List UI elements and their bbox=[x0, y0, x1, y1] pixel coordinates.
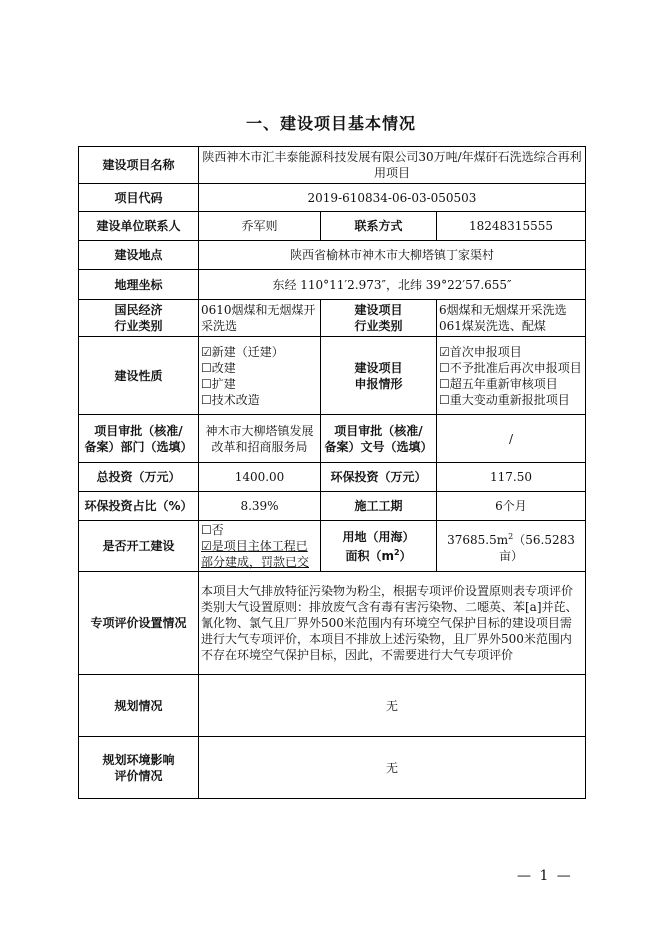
project-industry-label-line2: 行业类别 bbox=[354, 319, 403, 333]
location-value: 陕西省榆林市神木市大柳塔镇丁家渠村 bbox=[199, 241, 586, 270]
special-eval-label: 专项评价设置情况 bbox=[79, 572, 199, 675]
planning-label: 规划情况 bbox=[79, 675, 199, 737]
approval-doc-value: / bbox=[437, 415, 586, 463]
contact-label: 建设单位联系人 bbox=[79, 212, 199, 241]
page-number: — 1 — bbox=[517, 868, 573, 884]
total-investment-value: 1400.00 bbox=[199, 463, 321, 492]
started-label: 是否开工建设 bbox=[79, 521, 199, 572]
table-row bbox=[79, 521, 586, 572]
planning-env-value: 无 bbox=[199, 737, 586, 799]
project-info-table bbox=[78, 146, 586, 799]
planning-value: 无 bbox=[199, 675, 586, 737]
location-label: 建设地点 bbox=[79, 241, 199, 270]
coords-value: 东经 110°11′2.973″，北纬 39°22′57.655″ bbox=[199, 270, 586, 300]
checkbox-not-started[interactable]: ☐否 bbox=[201, 523, 224, 537]
duration-label: 施工工期 bbox=[321, 492, 437, 521]
land-area-label-line1: 用地（用海） bbox=[342, 529, 415, 544]
approval-dept-label-line2: 备案）部门（选填） bbox=[84, 439, 193, 454]
table-row bbox=[79, 463, 586, 492]
filing-label-line1: 建设项目 bbox=[354, 360, 403, 375]
planning-env-label-line1: 规划环境影响 bbox=[102, 752, 175, 767]
table-row bbox=[79, 492, 586, 521]
project-name-label: 建设项目名称 bbox=[79, 147, 199, 184]
approval-dept-value: 神木市大柳塔镇发展改革和招商服务局 bbox=[199, 415, 321, 463]
land-area-label bbox=[321, 521, 437, 572]
approval-doc-label-line1: 项目审批（核准/ bbox=[334, 423, 423, 438]
started-options bbox=[199, 521, 321, 572]
table-row bbox=[79, 184, 586, 212]
project-code-value: 2019-610834-06-03-050503 bbox=[199, 184, 586, 212]
env-investment-label: 环保投资（万元） bbox=[321, 463, 437, 492]
land-area-value-sup: 2 bbox=[508, 531, 514, 541]
table-row bbox=[79, 241, 586, 270]
land-area-label-sup: 2 bbox=[393, 547, 400, 557]
planning-env-label bbox=[79, 737, 199, 799]
industry-label-line1: 国民经济 bbox=[114, 303, 163, 317]
approval-dept-label-line1: 项目审批（核准/ bbox=[94, 423, 183, 438]
land-area-label-text: 面积（m bbox=[345, 548, 394, 563]
table-row bbox=[79, 675, 586, 737]
checkbox-tech[interactable]: ☐技术改造 bbox=[201, 392, 260, 407]
approval-doc-label-line2: 备案）文号（选填） bbox=[324, 439, 433, 454]
approval-dept-label bbox=[79, 415, 199, 463]
project-industry-label bbox=[321, 300, 437, 337]
env-ratio-label: 环保投资占比（%） bbox=[79, 492, 199, 521]
checkbox-five-year[interactable]: ☐超五年重新审核项目 bbox=[439, 376, 558, 391]
table-row bbox=[79, 415, 586, 463]
filing-label-line2: 申报情形 bbox=[354, 376, 403, 391]
industry-label-line2: 行业类别 bbox=[114, 319, 163, 333]
table-row bbox=[79, 572, 586, 675]
env-ratio-value: 8.39% bbox=[199, 492, 321, 521]
checkbox-first[interactable]: ☑首次申报项目 bbox=[439, 344, 522, 359]
project-industry-value: 6烟煤和无烟煤开采洗选061煤炭洗选、配煤 bbox=[437, 300, 586, 337]
project-industry-label-line1: 建设项目 bbox=[354, 303, 403, 317]
phone-value: 18248315555 bbox=[437, 212, 586, 241]
land-area-value-text: 37685.5m bbox=[447, 532, 509, 547]
project-name-value: 陕西神木市汇丰泰能源科技发展有限公司30万吨/年煤矸石洗选综合再利用项目 bbox=[199, 147, 586, 184]
checkbox-major-change[interactable]: ☐重大变动重新报批项目 bbox=[439, 392, 570, 407]
planning-env-label-line2: 评价情况 bbox=[114, 768, 163, 783]
approval-doc-label bbox=[321, 415, 437, 463]
duration-value: 6个月 bbox=[437, 492, 586, 521]
total-investment-label: 总投资（万元） bbox=[79, 463, 199, 492]
checkbox-resubmit[interactable]: ☐不予批准后再次申报项目 bbox=[439, 360, 582, 375]
industry-label bbox=[79, 300, 199, 337]
nature-options bbox=[199, 337, 321, 415]
table-row bbox=[79, 337, 586, 415]
checkbox-rebuild[interactable]: ☐改建 bbox=[201, 360, 236, 375]
table-row bbox=[79, 212, 586, 241]
special-eval-value: 本项目大气排放特征污染物为粉尘，根据专项评价设置原则表专项评价类别大气设置原则：排放废气含有毒有害污染物、二噁英、苯[a]并芘、氰化物、氯气且厂界外500米范围内有环境空气保护目标的建设项目需进行大气专项评价，本项目不排放上述污染物，且厂界外500米范围内不存在环境空气保护目标，因此，不需要进行大气专项评价 bbox=[199, 572, 586, 675]
table-row bbox=[79, 737, 586, 799]
table-row bbox=[79, 270, 586, 300]
land-area-value-mu: （56.5283亩） bbox=[498, 532, 575, 563]
checkbox-started[interactable]: ☑是项目主体工程已部分建成，罚款已交 bbox=[201, 539, 310, 569]
project-code-label: 项目代码 bbox=[79, 184, 199, 212]
nature-label: 建设性质 bbox=[79, 337, 199, 415]
checkbox-expand[interactable]: ☐扩建 bbox=[201, 376, 236, 391]
land-area-label-line2 bbox=[323, 545, 434, 564]
coords-label: 地理坐标 bbox=[79, 270, 199, 300]
filing-label bbox=[321, 337, 437, 415]
table-row bbox=[79, 300, 586, 337]
land-area-value bbox=[437, 521, 586, 572]
checkbox-new[interactable]: ☑新建（迁建） bbox=[201, 344, 284, 359]
page-title: 一、建设项目基本情况 bbox=[245, 114, 416, 133]
industry-value: 0610烟煤和无烟煤开采洗选 bbox=[199, 300, 321, 337]
env-investment-value: 117.50 bbox=[437, 463, 586, 492]
land-area-label-close: ） bbox=[399, 548, 412, 563]
filing-options bbox=[437, 337, 586, 415]
table-row bbox=[79, 147, 586, 184]
contact-value: 乔军则 bbox=[199, 212, 321, 241]
phone-label: 联系方式 bbox=[321, 212, 437, 241]
